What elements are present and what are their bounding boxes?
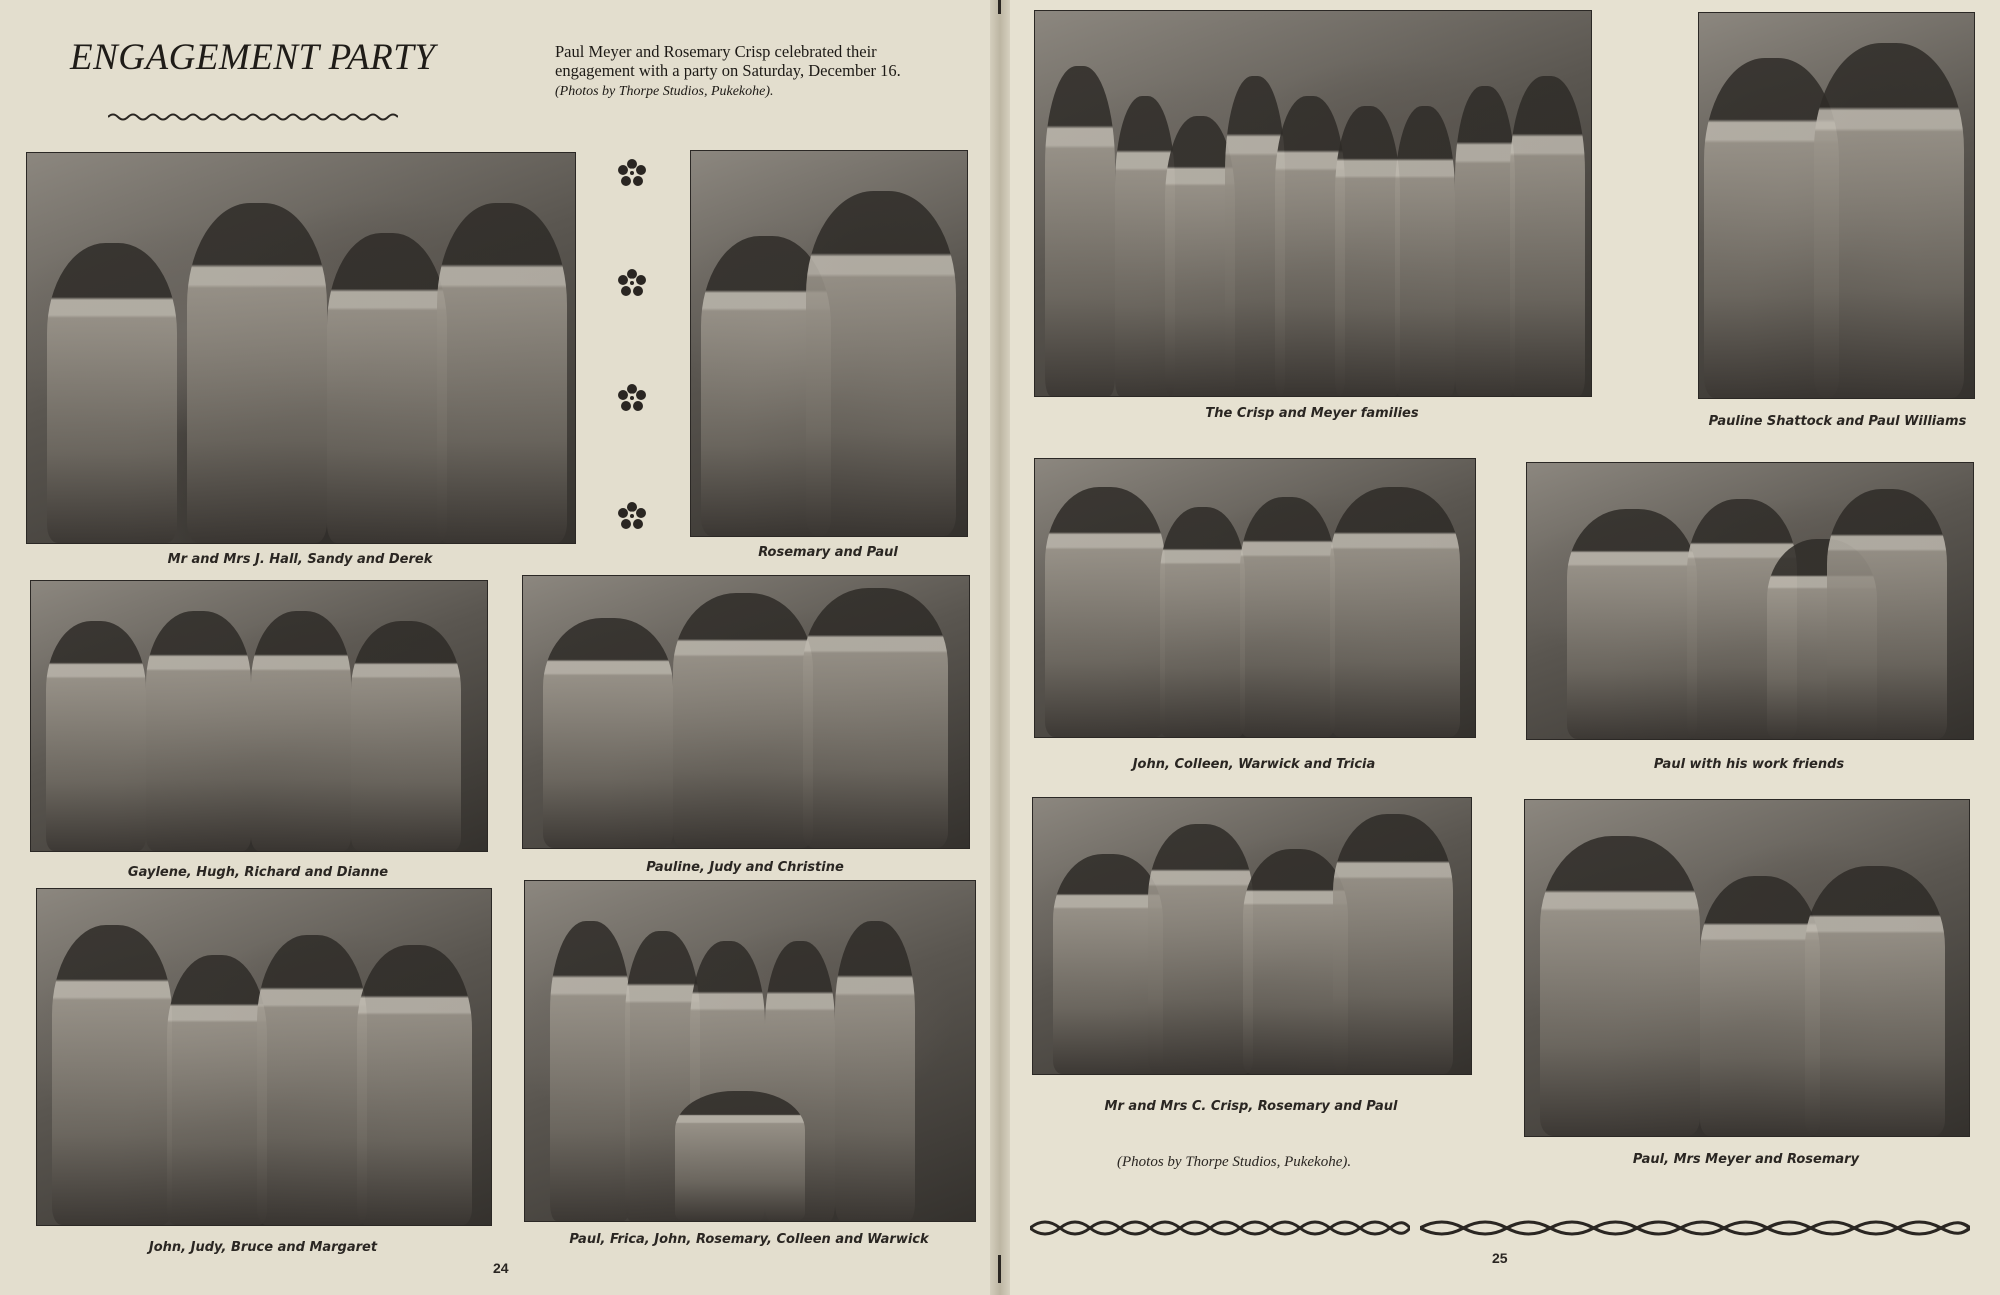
photo-caption: Paul, Mrs Meyer and Rosemary [1632,1152,1860,1167]
article-title: ENGAGEMENT PARTY [70,37,436,78]
photo-caption: Mr and Mrs C. Crisp, Rosemary and Paul [1104,1099,1398,1114]
photo-caption: The Crisp and Meyer families [1205,406,1419,421]
photo-work-friends [1526,462,1974,740]
rosette-flower-icon [617,158,647,188]
page-gutter [990,0,1010,1295]
photo-paul-frica-group [524,880,976,1222]
photo-john-judy-group [36,888,492,1226]
photo-caption: Gaylene, Hugh, Richard and Dianne [127,865,389,880]
intro-text: Paul Meyer and Rosemary Crisp celebrated their engagement with a party on Saturday, December 16. [555,42,901,80]
photo-john-colleen-group [1034,458,1476,738]
photo-caption: John, Judy, Bruce and Margaret [148,1240,378,1255]
photo-caption: Pauline, Judy and Christine [646,860,844,875]
photo-crisp-meyer-families [1034,10,1592,397]
photo-caption: Rosemary and Paul [758,545,898,560]
photo-rosemary-and-paul [690,150,968,537]
photo-gaylene-group [30,580,488,852]
rosette-flower-icon [617,501,647,531]
photo-credit: (Photos by Thorpe Studios, Pukekohe). [1117,1154,1352,1170]
intro-paragraph [555,42,925,101]
page-number: 24 [493,1260,509,1276]
twisted-rope-border-icon [1030,1218,1410,1238]
photo-paul-mrs-meyer [1524,799,1970,1137]
gutter-staple [998,1255,1001,1283]
intro-credit: (Photos by Thorpe Studios, Pukekohe). [555,84,774,99]
gutter-staple [998,0,1001,14]
twisted-rope-border-icon [1420,1218,1970,1238]
right-page [1000,0,2000,1295]
photo-caption: Paul, Frica, John, Rosemary, Colleen and Warwick [569,1232,929,1247]
photo-pauline-shattock [1698,12,1975,399]
photo-pauline-group [522,575,970,849]
photo-caption: Paul with his work friends [1653,757,1845,772]
photo-hall-family [26,152,576,544]
photo-caption: John, Colleen, Warwick and Tricia [1132,757,1376,772]
page-number: 25 [1492,1250,1508,1266]
wavy-line-icon [108,112,398,122]
rosette-flower-icon [617,268,647,298]
rosette-flower-icon [617,383,647,413]
photo-crisp-parents [1032,797,1472,1075]
photo-caption: Pauline Shattock and Paul Williams [1708,414,1967,429]
photo-caption: Mr and Mrs J. Hall, Sandy and Derek [167,552,433,567]
